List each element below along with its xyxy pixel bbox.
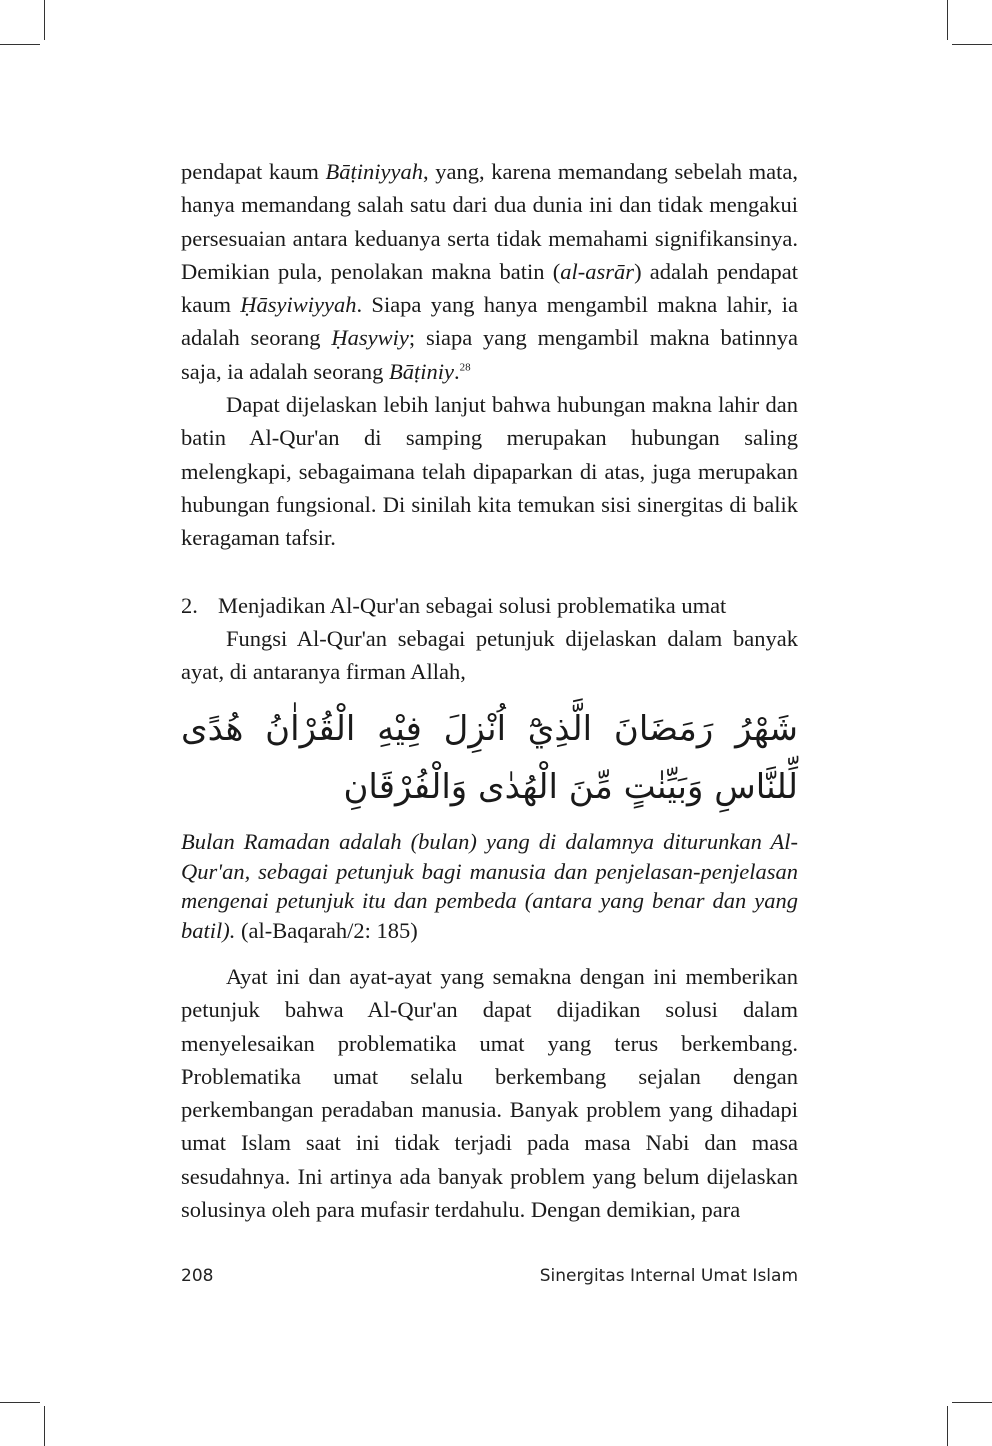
text-run: Fungsi Al-Qur'an sebagai petunjuk dijelaskan dalam banyak ayat, di antaranya firman Allah, [181, 626, 798, 685]
section-title: Menjadikan Al-Qur'an sebagai solusi problematika umat [218, 593, 727, 618]
text-run: Dapat dijelaskan lebih lanjut bahwa hubungan makna lahir dan batin Al-Qur'an di samping merupakan hubungan saling melengkapi, sebagaimana telah dipaparkan di atas, juga merupakan hubungan fungsional. Di sinilah kita temukan sisi sinergitas di balik keragaman tafsir. [181, 392, 798, 551]
section-number: 2. [181, 593, 198, 618]
text-run: , yang, karena memandang sebelah mata, hanya memandang salah satu dari dua dunia ini dan tidak mengakui persesuaian antara keduanya serta tidak memahami signifikansinya. Demikian pula, penolakan makna batin ( [181, 159, 798, 284]
italic-term: al-asrār [560, 258, 635, 284]
paragraph-ayat-ini [181, 960, 798, 1226]
crop-mark [947, 0, 948, 40]
page-number: 208 [181, 1266, 214, 1286]
crop-mark [947, 1406, 948, 1446]
paragraph-batiniyyah [181, 155, 798, 388]
upper-body-text [181, 155, 798, 555]
text-run: . Siapa yang hanya mengambil makna lahir, ia adalah seorang [181, 292, 798, 351]
crop-mark [952, 44, 992, 45]
crop-mark [44, 1406, 45, 1446]
paragraph-intro [181, 622, 798, 689]
crop-mark [952, 1402, 992, 1403]
section-heading [181, 589, 798, 622]
page-footer [181, 1266, 798, 1286]
italic-term: Ḥāsyiwiyyah [240, 292, 357, 318]
italic-term: Ḥasywiy [331, 325, 409, 351]
translation-text: Bulan Ramadan adalah (bulan) yang di dalamnya diturunkan Al-Qur'an, sebagai petunjuk bagi manusia dan penjelasan-penjelasan mengenai petunjuk itu dan pembeda (antara yang benar dan yang batil). [181, 829, 798, 943]
intro-text [181, 622, 798, 689]
text-run: pendapat kaum [181, 159, 326, 184]
verse-translation [181, 827, 798, 945]
paragraph-hubungan-makna [181, 388, 798, 554]
running-title: Sinergitas Internal Umat Islam [539, 1266, 798, 1286]
italic-term: Bāṭiniy [389, 358, 455, 384]
footnote-marker: 28 [459, 361, 471, 374]
crop-mark [0, 44, 40, 45]
verse-reference: (al-Baqarah/2: 185) [235, 917, 418, 943]
text-run: ; siapa yang mengambil makna batinnya saja, ia adalah seorang [181, 325, 798, 384]
text-run: ) adalah pendapat kaum [181, 258, 798, 318]
crop-mark [0, 1402, 40, 1403]
quran-verse-arabic: شَهْرُ رَمَضَانَ الَّذِيْٓ اُنْزِلَ فِيْهِ الْقُرْاٰنُ هُدًى لِّلنَّاسِ وَبَيِّنٰتٍ مِّنَ الْهُدٰى وَالْفُرْقَانِ [181, 709, 798, 807]
italic-term: Bāṭiniyyah [325, 159, 423, 184]
lower-body-text [181, 960, 798, 1226]
text-run: . [454, 358, 460, 384]
text-run: Ayat ini dan ayat-ayat yang semakna dengan ini memberikan petunjuk bahwa Al-Qur'an dapat dijadikan solusi dalam menyelesaikan problematika umat yang terus berkembang. Problematika umat selalu berkembang sejalan dengan perkembangan peradaban manusia. Banyak problem yang dihadapi umat Islam saat ini tidak terjadi pada masa Nabi dan masa sesudahnya. Ini artinya ada banyak problem yang belum dijelaskan solusinya oleh para mufasir terdahulu. Dengan demikian, para [181, 964, 798, 1223]
crop-mark [44, 0, 45, 40]
